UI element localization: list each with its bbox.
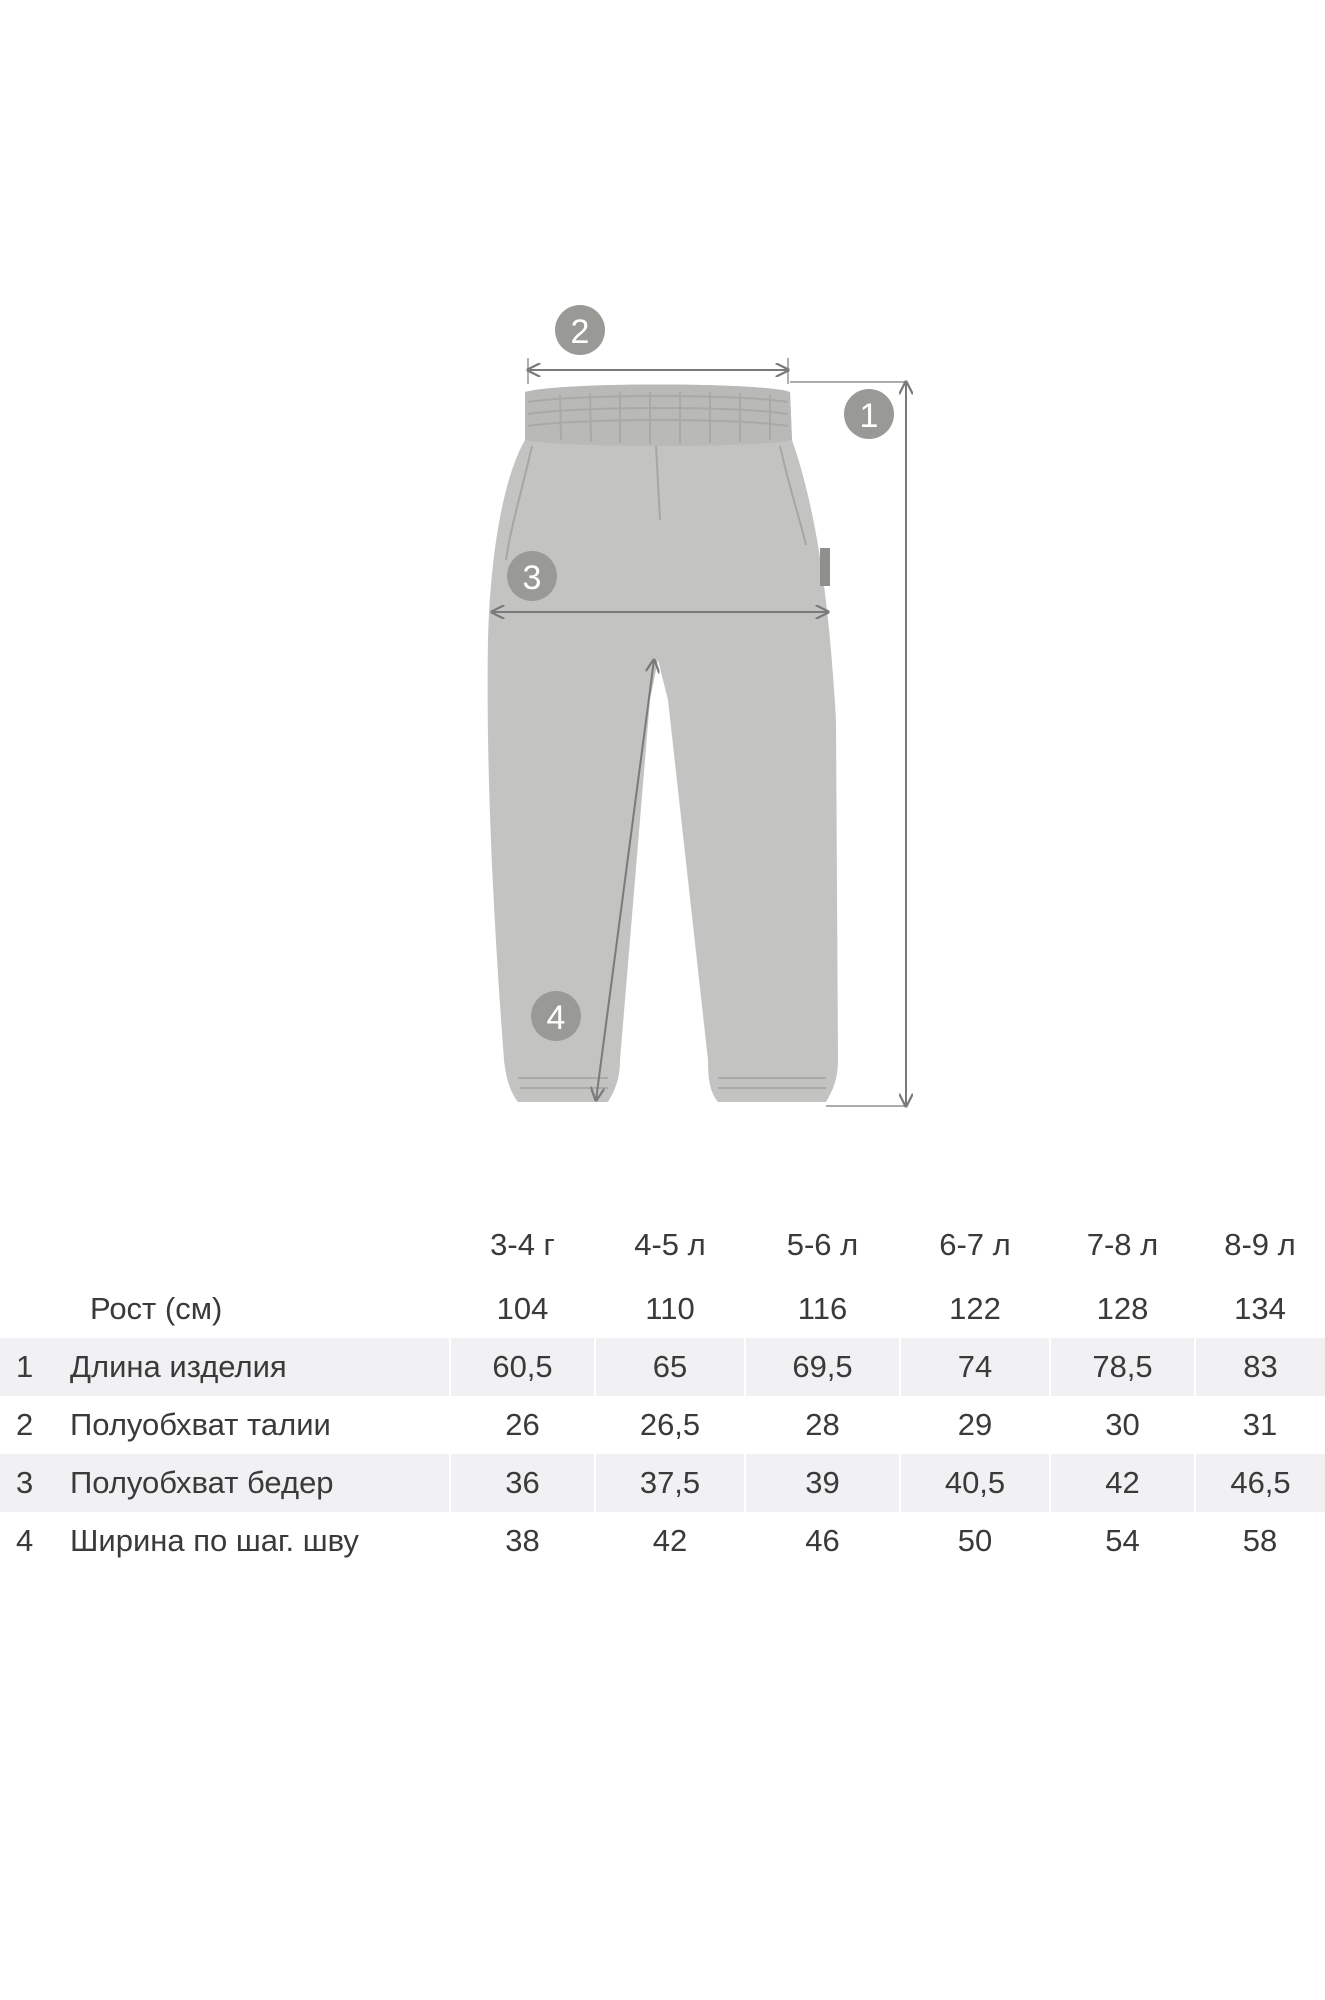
table-cell: 50 [957, 1523, 993, 1558]
marker-badge-4 [531, 991, 581, 1041]
table-cell: 37,5 [595, 1454, 745, 1512]
table-cell: 110 [645, 1291, 695, 1326]
table-cell: 31 [1242, 1407, 1278, 1442]
size-column-header: 3-4 г [490, 1227, 555, 1262]
size-column-header: 6-7 л [939, 1227, 1011, 1262]
table-row [0, 1338, 1325, 1396]
table-row [0, 1454, 1325, 1512]
table-cell: 26,5 [639, 1407, 701, 1442]
table-cell: 134 [1234, 1291, 1286, 1326]
table-cell: 122 [949, 1291, 1001, 1326]
height-row [0, 1280, 1325, 1338]
row-label: Длина изделия [70, 1338, 450, 1396]
size-column-header: 5-6 л [786, 1227, 859, 1262]
marker-badge-2 [555, 305, 605, 355]
row-label: Полуобхват бедер [70, 1454, 450, 1512]
size-header-row [0, 1210, 1325, 1280]
table-cell: 83 [1195, 1338, 1325, 1396]
marker-1-label: 1 [859, 397, 879, 435]
row-number: 2 [16, 1407, 34, 1442]
size-chart-table [0, 1210, 1325, 1570]
size-column-header: 8-9 л [1224, 1227, 1296, 1262]
table-cell: 74 [900, 1338, 1050, 1396]
table-cell: 36 [450, 1454, 595, 1512]
marker-3-label: 3 [522, 559, 542, 597]
size-column-header: 4-5 л [634, 1227, 706, 1262]
table-cell: 42 [652, 1523, 688, 1558]
table-cell: 46 [805, 1523, 840, 1558]
table-cell: 60,5 [450, 1338, 595, 1396]
table-cell: 65 [595, 1338, 745, 1396]
table-cell: 78,5 [1050, 1338, 1195, 1396]
table-cell: 38 [505, 1523, 540, 1558]
table-cell: 42 [1050, 1454, 1195, 1512]
table-cell: 29 [957, 1407, 993, 1442]
marker-badge-1 [844, 389, 894, 439]
table-cell: 46,5 [1195, 1454, 1325, 1512]
table-cell: 116 [797, 1291, 848, 1326]
marker-4-label: 4 [546, 999, 566, 1037]
table-cell: 28 [805, 1407, 840, 1442]
table-cell: 69,5 [745, 1338, 900, 1396]
table-cell: 128 [1096, 1291, 1149, 1326]
row-number: 3 [0, 1454, 70, 1512]
pants-shape [488, 385, 838, 1103]
marker-2-label: 2 [570, 313, 590, 351]
table-cell: 26 [505, 1407, 540, 1442]
table-cell: 54 [1105, 1523, 1140, 1558]
table-row [0, 1396, 1325, 1454]
row-number: 1 [0, 1338, 70, 1396]
table-cell: 104 [496, 1291, 549, 1326]
table-cell: 39 [745, 1454, 900, 1512]
table-row [0, 1512, 1325, 1570]
row-label: Рост (см) [90, 1291, 223, 1326]
row-label: Полуобхват талии [70, 1407, 331, 1442]
row-number: 4 [16, 1523, 34, 1558]
size-column-header: 7-8 л [1086, 1227, 1159, 1262]
marker-badge-3 [507, 551, 557, 601]
table-cell: 40,5 [900, 1454, 1050, 1512]
table-cell: 58 [1242, 1523, 1278, 1558]
row-label: Ширина по шаг. шву [70, 1523, 359, 1558]
table-cell: 30 [1105, 1407, 1140, 1442]
